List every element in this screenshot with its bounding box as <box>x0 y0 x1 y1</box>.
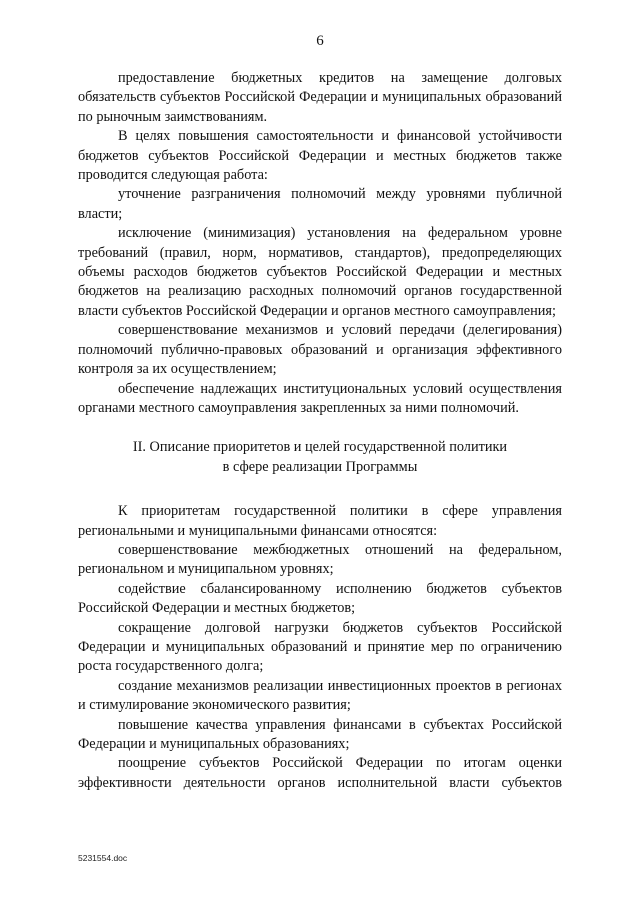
paragraph: содействие сбалансированному исполнению бюджетов субъектов Российской Федерации и местных бюджетов; <box>78 580 562 617</box>
paragraph: сокращение долговой нагрузки бюджетов субъектов Российской Федерации и муниципальных образований и принятие мер по ограничению роста государственного долга; <box>78 619 562 675</box>
page-number: 6 <box>316 33 324 49</box>
section-heading-line2: в сфере реализации Программы <box>222 458 418 475</box>
paragraph: совершенствование межбюджетных отношений на федеральном, региональном и муниципальном уровнях; <box>78 541 562 578</box>
paragraph: уточнение разграничения полномочий между уровнями публичной власти; <box>78 186 562 222</box>
paragraph: В целях повышения самостоятельности и финансовой устойчивости бюджетов субъектов Российской Федерации и местных бюджетов также проводится следующая работа: <box>78 128 562 184</box>
section-heading <box>78 438 562 477</box>
paragraph: поощрение субъектов Российской Федерации по итогам оценки эффективности деятельности органов исполнительной власти субъектов <box>78 755 562 791</box>
footer-filename: 5231554.doc <box>78 853 128 863</box>
document-body <box>78 69 562 793</box>
paragraph: К приоритетам государственной политики в сфере управления региональными и муниципальными финансами относятся: <box>78 503 562 539</box>
paragraph: создание механизмов реализации инвестиционных проектов в регионах и стимулирование экономического развития; <box>78 677 562 714</box>
paragraph: предоставление бюджетных кредитов на замещение долговых обязательств субъектов Российской Федерации и муниципальных образований по рыночным заимствованиям. <box>78 70 562 125</box>
paragraph: совершенствование механизмов и условий передачи (делегирования) полномочий публично-правовых образований и организация эффективного контроля за их осуществлением; <box>78 322 562 378</box>
paragraph: повышение качества управления финансами в субъектах Российской Федерации и муниципальных образованиях; <box>78 716 562 752</box>
section-heading-line1: II. Описание приоритетов и целей государственной политики <box>132 439 508 456</box>
paragraph: обеспечение надлежащих институциональных условий осуществления органами местного самоуправления закрепленных за ними полномочий. <box>78 380 562 416</box>
paragraph: исключение (минимизация) установления на федеральном уровне требований (правил, норм, нормативов, стандартов), предопределяющих объемы расходов бюджетов субъектов Российской Федерации и местных бюджетов на реализацию расходных полномочий органов государственной власти субъектов Российской Федерации и органов местного самоуправления; <box>78 225 562 319</box>
